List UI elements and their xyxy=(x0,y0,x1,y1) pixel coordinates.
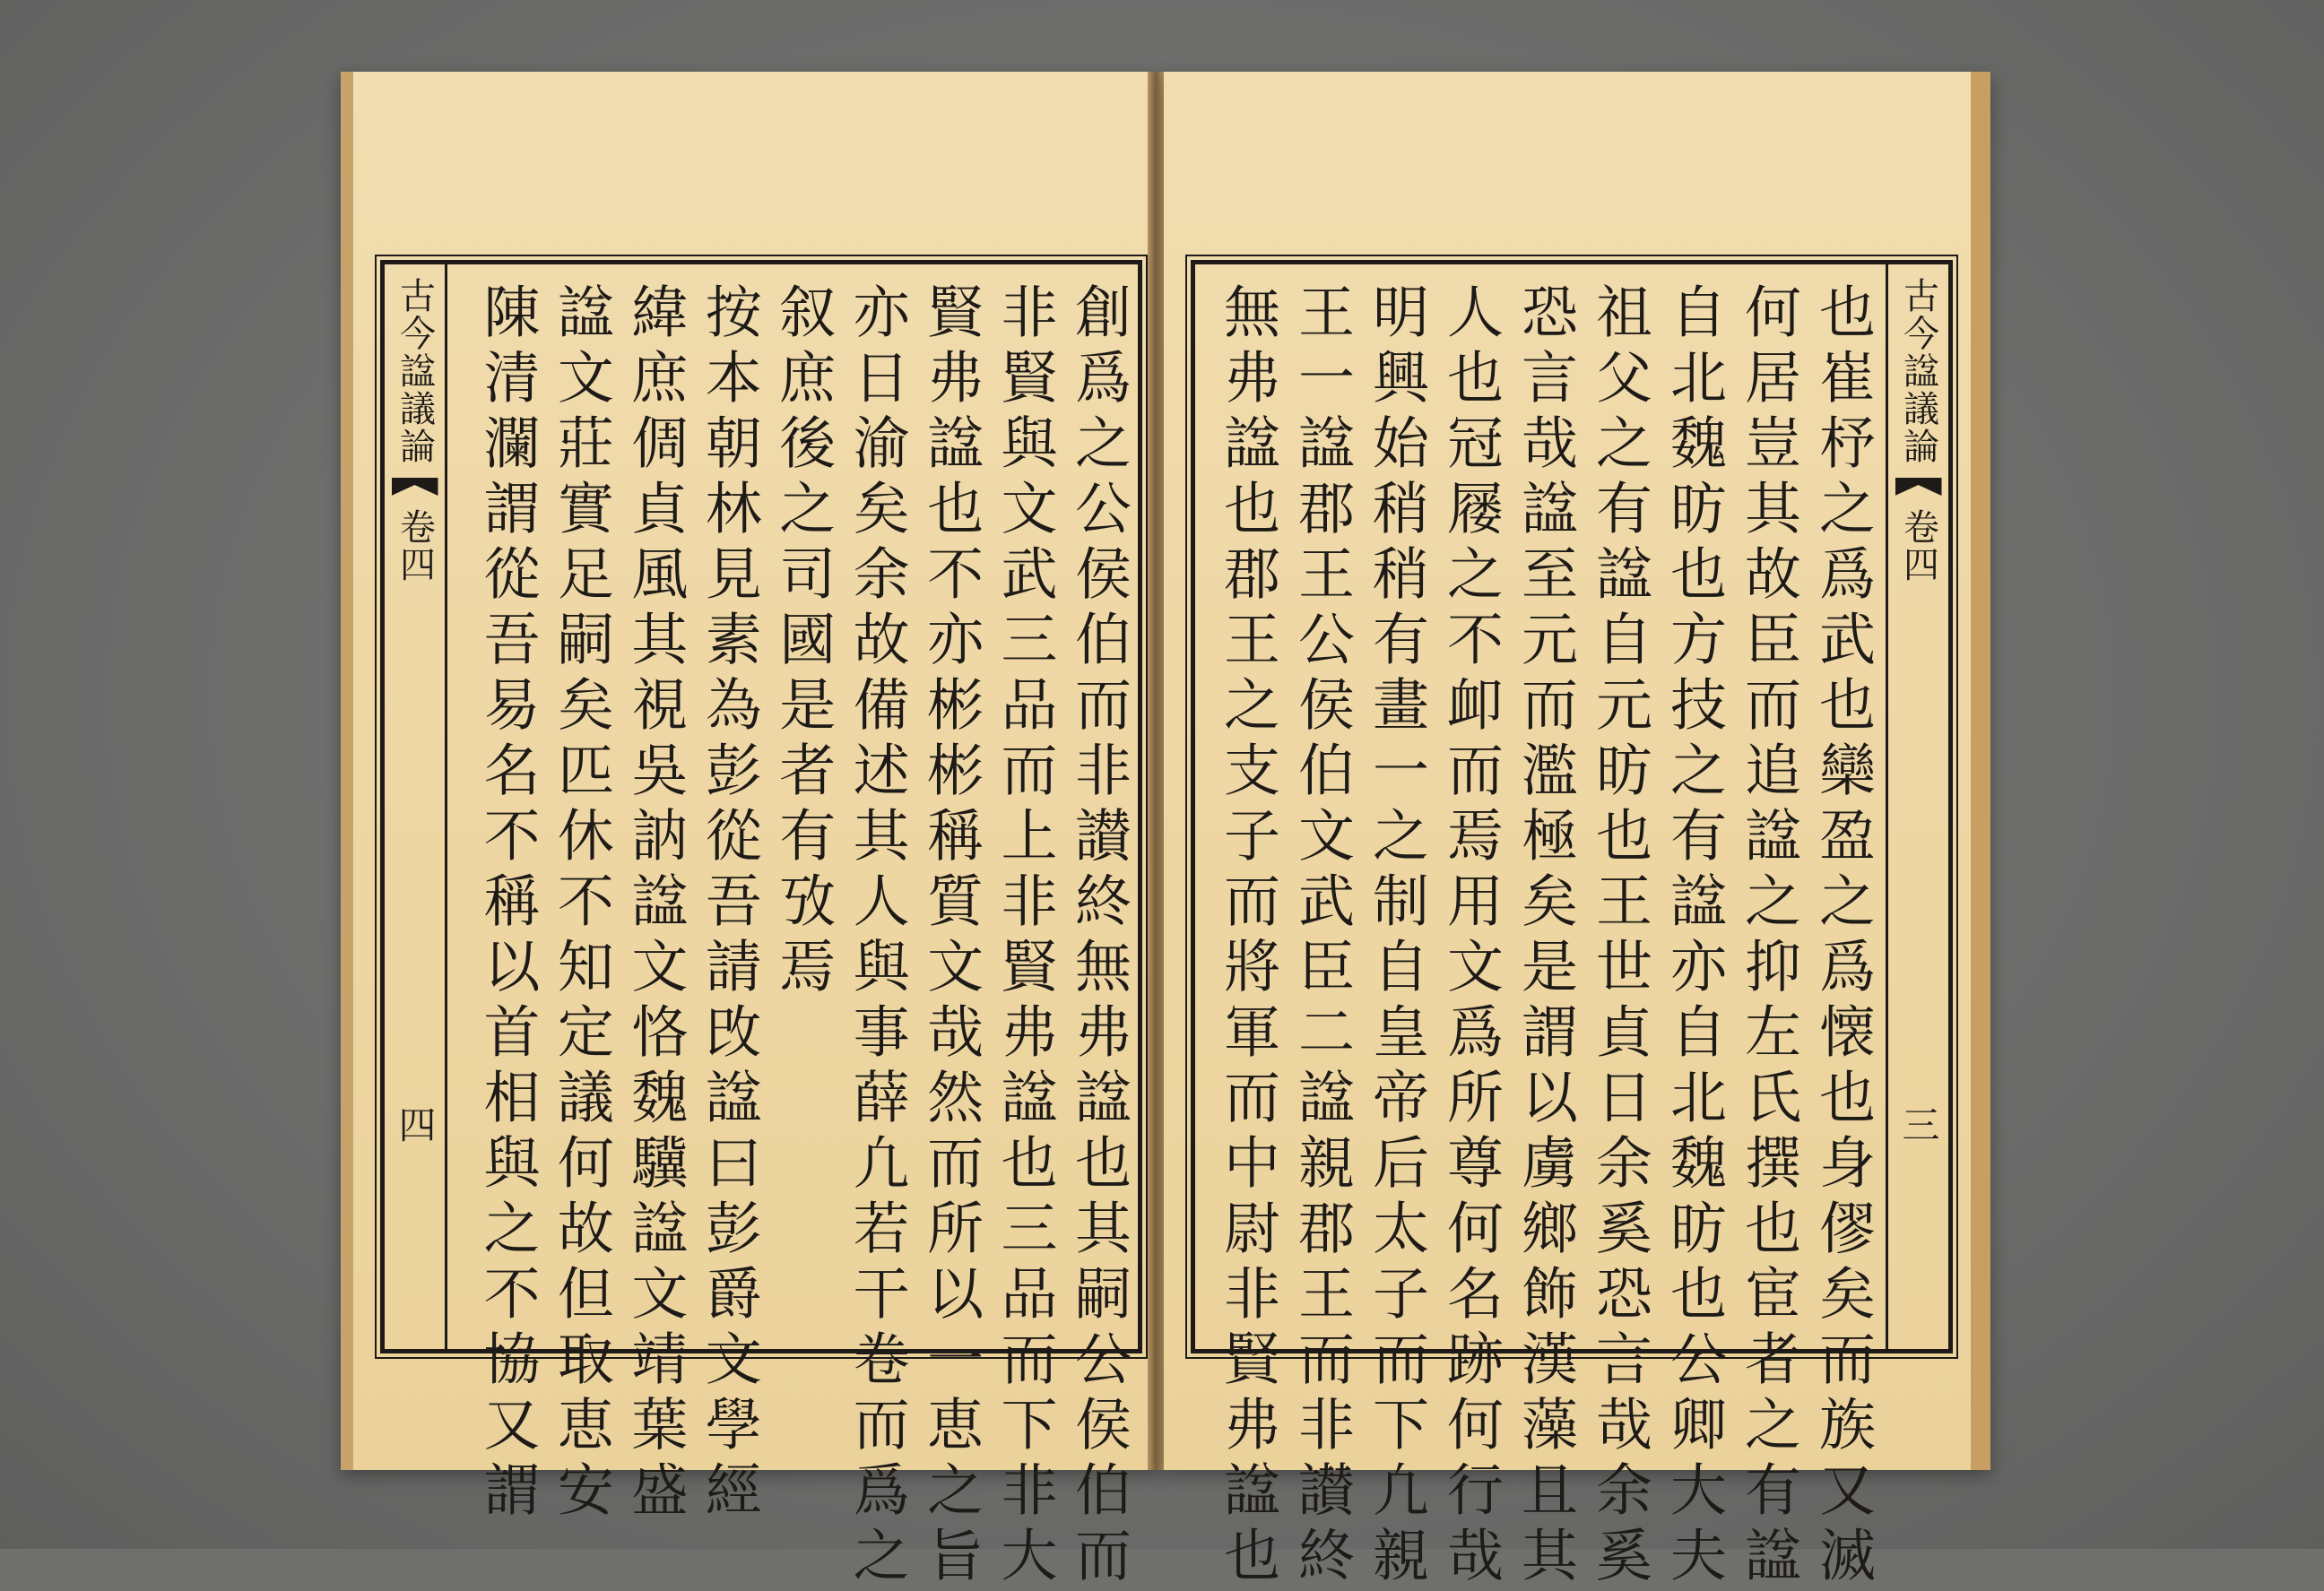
text-column: 恐言哉諡至元而濫極矣是謂以虜鄉飾漢藻且其 xyxy=(1513,282,1578,1591)
text-column: 祖父之有諡自元昉也王世貞日余奚恐言哉余奚 xyxy=(1587,282,1652,1591)
text-column: 創爲之公侯伯而非讃終無弗諡也其嗣公侯伯而 xyxy=(1065,282,1132,1591)
text-column: 諡文莊實足嗣矣匹休不知定議何故但取恵安 xyxy=(548,282,614,1526)
right-page-frame xyxy=(1191,260,1953,1591)
text-column: 叙庶後之司國是者有攷焉 xyxy=(770,282,837,1002)
banxin-volume: 卷四 xyxy=(1897,508,1939,584)
left-page-frame xyxy=(380,260,1142,1591)
book-gutter xyxy=(1148,72,1164,1470)
banxin-title: 古今諡議論 xyxy=(394,277,436,465)
text-column: 緯庶倜貞風其視吳訥諡文恪魏驥諡文靖葉盛 xyxy=(622,282,689,1526)
text-column: 王一諡郡王公侯伯文武臣二諡親郡王而非讃終 xyxy=(1289,282,1355,1591)
right-page-text xyxy=(1206,282,1876,1591)
text-column: 按本朝林見素為彭從吾請攺諡曰彭爵文學經 xyxy=(696,282,762,1526)
text-column: 何居豈其故臣而追諡之抑左氏撰也宦者之有諡 xyxy=(1736,282,1801,1591)
text-column: 人也冠屦之不卹而焉用文爲所尊何名跡何行哉 xyxy=(1438,282,1504,1591)
open-book xyxy=(341,72,1981,1591)
text-column: 明興始稍稍有畫一之制自皇帝后太子而下凢親 xyxy=(1364,282,1429,1591)
text-column: 無弗諡也郡王之支子而將軍而中尉非賢弗諡也 xyxy=(1215,282,1280,1591)
fishtail-mark xyxy=(1895,478,1942,496)
fishtail-mark xyxy=(392,478,438,496)
page-number: 四 xyxy=(393,1105,438,1143)
text-column: 賢弗諡也不亦彬彬稱質文哉然而所以一恵之旨 xyxy=(918,282,984,1591)
right-page xyxy=(1164,72,1990,1591)
left-page-text xyxy=(462,282,1132,1591)
text-column: 亦日渝矣余故備述其人與事薛凢若干卷而爲之 xyxy=(844,282,910,1591)
text-column: 自北魏昉也方技之有諡亦自北魏昉也公卿大夫 xyxy=(1661,282,1727,1591)
text-column: 陳清瀾謂從吾易名不稱以首相與之不協又謂 xyxy=(474,282,541,1526)
left-page xyxy=(341,72,1160,1591)
right-banxin xyxy=(1886,264,1948,1349)
text-column: 也崔杼之爲武也欒盈之爲懐也身僇矣而族又滅 xyxy=(1810,282,1876,1591)
banxin-title: 古今諡議論 xyxy=(1897,277,1939,465)
page-number: 三 xyxy=(1896,1105,1941,1143)
left-banxin xyxy=(385,264,447,1349)
banxin-volume: 卷四 xyxy=(394,508,436,584)
text-column: 非賢與文武三品而上非賢弗諡也三品而下非大 xyxy=(992,282,1058,1591)
